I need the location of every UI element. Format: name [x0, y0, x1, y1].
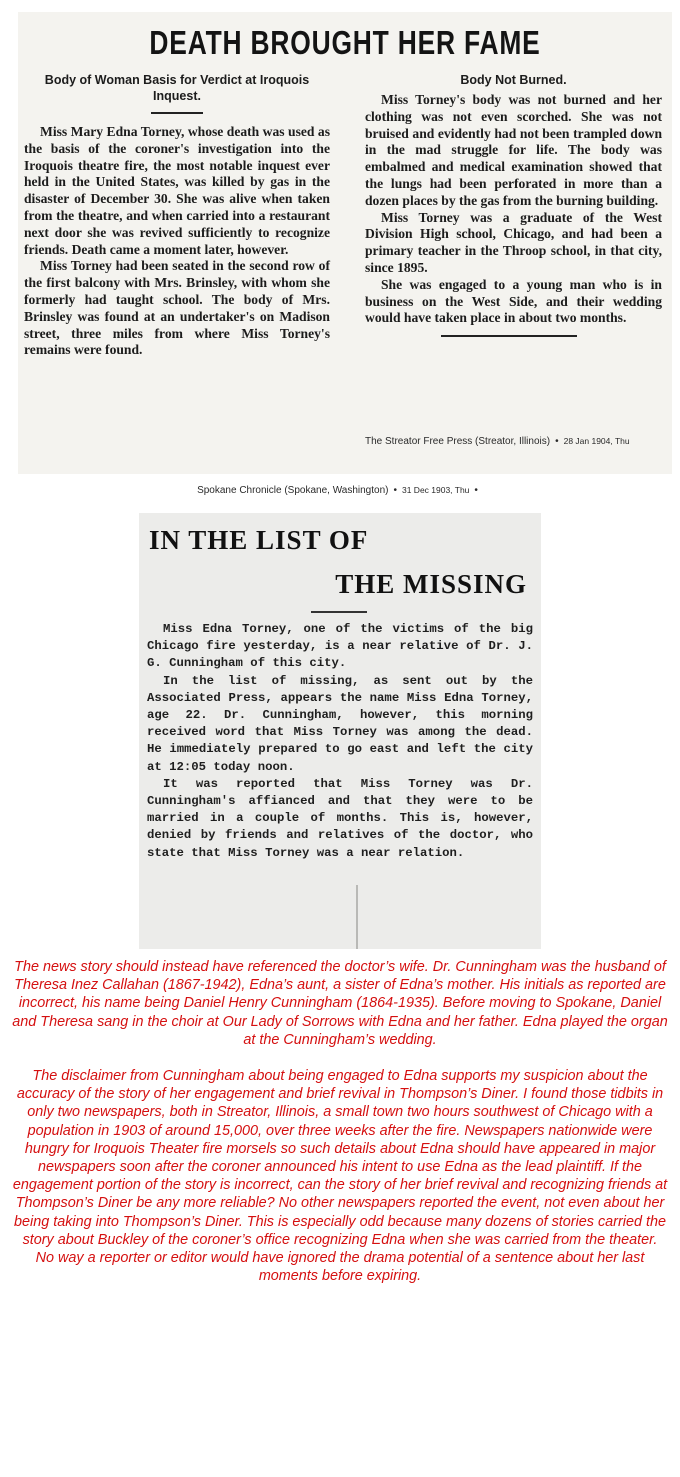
source-credit	[0, 485, 680, 496]
divider	[441, 335, 577, 337]
paragraph: Miss Torney was a graduate of the West Division High school, Chicago, and had been a primary teacher in the Throop school, in that city, since 1895.	[365, 209, 662, 275]
paragraph: She was engaged to a young man who is in business on the West Side, and their wedding would have taken place in about two months.	[365, 276, 662, 326]
right-subhead: Body Not Burned.	[460, 73, 567, 87]
source-date: 31 Dec 1903, Thu	[401, 485, 470, 495]
source-name: Spokane Chronicle (Spokane, Washington)	[197, 485, 389, 496]
paragraph: It was reported that Miss Torney was Dr. Cunningham's affianced and that they were to be married in a couple of months. This is, however, denied by friends and relatives of the doctor, who state that Miss Torney was a near relation.	[147, 776, 533, 860]
left-subhead: Body of Woman Basis for Verdict at Iroquois Inquest.	[44, 73, 310, 103]
source-date: 28 Jan 1904, Thu	[563, 436, 630, 446]
clipping-text	[147, 621, 533, 862]
commentary	[12, 958, 668, 1285]
separator-dot: •	[555, 436, 559, 447]
commentary-paragraph: The disclaimer from Cunningham about being engaged to Edna supports my suspicion about the accuracy of the story of her engagement and brief revival in Thompson’s Diner. I found those tidbits in only two newspapers, both in Streator, Illinois, a small town two hours southwest of Chicago with a population in 1903 of around 15,000, over three weeks after the fire. Newspapers nationwide were hungry for Iroquois Theater fire morsels so such details about Edna should have appeared in major newspapers soon after the coroner announced his intent to use Edna as the lead plaintiff. If the engagement portion of the story is incorrect, can the story of her brief revival and recognizing friends at Thompson’s Diner be any more reliable? No other newspapers reported the event, not even about her being taking into Thompson’s Diner. This is especially odd because many dozens of stories carried the story about Buckley of the coroner’s office recognizing Edna when she was carried from the theater. No way a reporter or editor would have ignored the drama potential of a sentence about her last moments before expiring.	[12, 1068, 668, 1285]
separator-dot: •	[393, 485, 397, 496]
paragraph: Miss Torney had been seated in the second row of the first balcony with Mrs. Brinsley, with whom she formerly had taught school. The body of Mrs. Brinsley was found at an undertaker's on Madison street, three miles from where Miss Torney's remains were found.	[24, 258, 330, 358]
separator-dot: •	[474, 485, 478, 496]
source-name: The Streator Free Press (Streator, Illinois)	[365, 436, 551, 447]
divider	[151, 112, 203, 114]
left-column-text	[24, 124, 330, 359]
source-credit	[365, 436, 672, 447]
spokane-clipping	[139, 513, 541, 949]
headline-line-2: THE MISSING	[335, 569, 527, 599]
right-column-text	[365, 92, 662, 327]
paragraph: Miss Edna Torney, one of the victims of the big Chicago fire yesterday, is a near relative of Dr. J. G. Cunningham of this city.	[147, 622, 533, 671]
streator-clipping	[18, 12, 672, 474]
clipping-headline: DEATH BROUGHT HER FAME	[149, 24, 541, 61]
paper-fold-line	[356, 885, 358, 949]
commentary-paragraph: The news story should instead have referenced the doctor’s wife. Dr. Cunningham was the husband of Theresa Inez Callahan (1867-1942), Edna’s aunt, a sister of Edna’s mother. His initials as reported are incorrect, his name being Daniel Henry Cunningham (1864-1935). Before moving to Spokane, Daniel and Theresa sang in the choir at Our Lady of Sorrows with Edna and her father. Edna played the organ at the Cunningham’s wedding.	[12, 959, 668, 1048]
paragraph: Miss Torney's body was not burned and her clothing was not even scorched. She was not bruised and evidently had not been trampled down in the mad struggle for life. The body was embalmed and medical examination showed that the lungs had been perforated in more than a dozen places by the gas from the burning building.	[365, 92, 662, 208]
divider	[311, 611, 367, 613]
paragraph: Miss Mary Edna Torney, whose death was used as the basis of the coroner's investigation into the Iroquois theatre fire, the most notable inquest ever held in the United States, was killed by gas in the disaster of December 30. She was alive when taken from the theatre, and when carried into a restaurant next door she was revived sufficiently to recognize friends. Death came a moment later, however.	[24, 124, 330, 257]
right-column	[365, 72, 662, 337]
paragraph: In the list of missing, as sent out by the Associated Press, appears the name Miss Edna Torney, age 22. Dr. Cunningham, however, this morning received word that Miss Torney was among the dead. He immediately prepared to go east and left the city at 12:05 today noon.	[147, 673, 533, 774]
headline-line-1: IN THE LIST OF	[149, 525, 369, 555]
left-column	[24, 72, 330, 359]
